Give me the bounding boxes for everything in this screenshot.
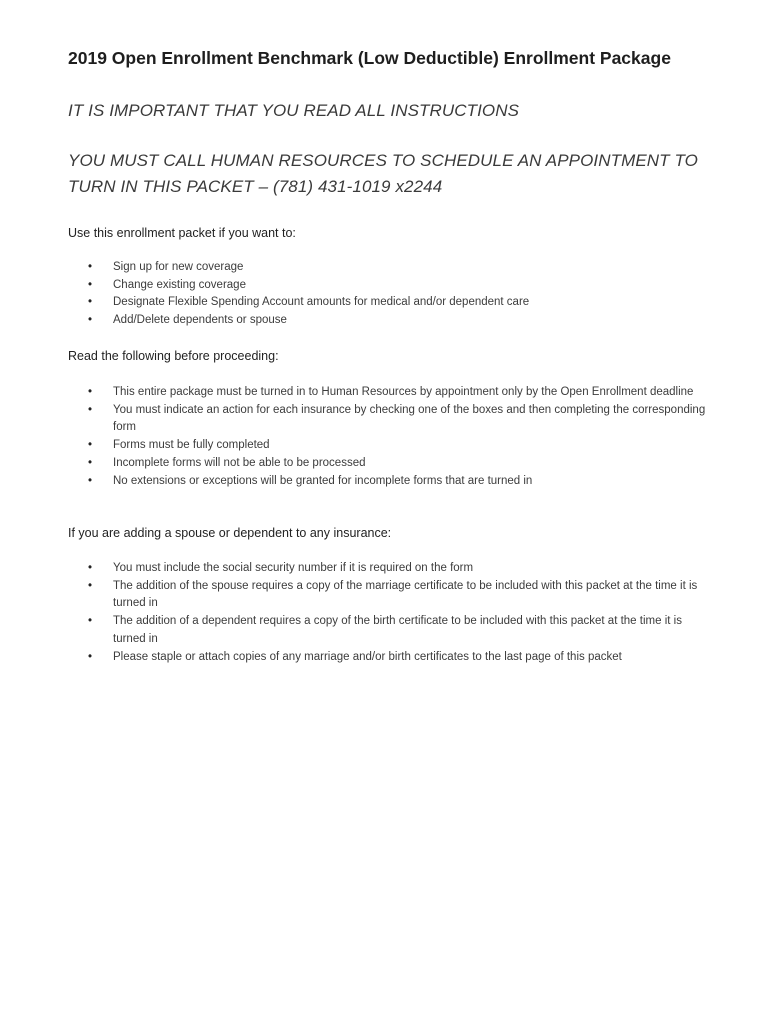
list-item: • Add/Delete dependents or spouse [88, 312, 708, 330]
rules-list [88, 384, 708, 490]
list-item: • You must include the social security number if it is required on the form [88, 560, 708, 578]
section-heading-usage: Use this enrollment packet if you want to: [68, 226, 296, 240]
list-item: • No extensions or exceptions will be granted for incomplete forms that are turned in [88, 473, 708, 491]
list-item: • Incomplete forms will not be able to be processed [88, 455, 708, 473]
list-item: • The addition of the spouse requires a copy of the marriage certificate to be included with this packet at the time it is turned in [88, 578, 708, 613]
usage-list [88, 259, 708, 330]
list-item: • Designate Flexible Spending Account amounts for medical and/or dependent care [88, 294, 708, 312]
list-item: • Forms must be fully completed [88, 437, 708, 455]
instructions-notice: IT IS IMPORTANT THAT YOU READ ALL INSTRUCTIONS [68, 101, 520, 120]
section-heading-adding-dependents: If you are adding a spouse or dependent to any insurance: [68, 526, 392, 540]
document-title: 2019 Open Enrollment Benchmark (Low Deductible) Enrollment Package [68, 48, 671, 68]
dependents-list [88, 560, 708, 666]
list-item: • This entire package must be turned in to Human Resources by appointment only by the Open Enrollment deadline [88, 384, 708, 402]
list-item: • The addition of a dependent requires a copy of the birth certificate to be included with this packet at the time it is turned in [88, 613, 708, 648]
list-item: • You must indicate an action for each insurance by checking one of the boxes and then completing the corresponding form [88, 402, 708, 437]
list-item: • Sign up for new coverage [88, 259, 708, 277]
section-heading-before-proceeding: Read the following before proceeding: [68, 349, 279, 363]
list-item: • Please staple or attach copies of any marriage and/or birth certificates to the last page of this packet [88, 649, 708, 667]
appointment-notice: YOU MUST CALL HUMAN RESOURCES TO SCHEDULE AN APPOINTMENT TO TURN IN THIS PACKET – (781) 431-1019 x2244 [68, 151, 698, 196]
list-item: • Change existing coverage [88, 277, 708, 295]
